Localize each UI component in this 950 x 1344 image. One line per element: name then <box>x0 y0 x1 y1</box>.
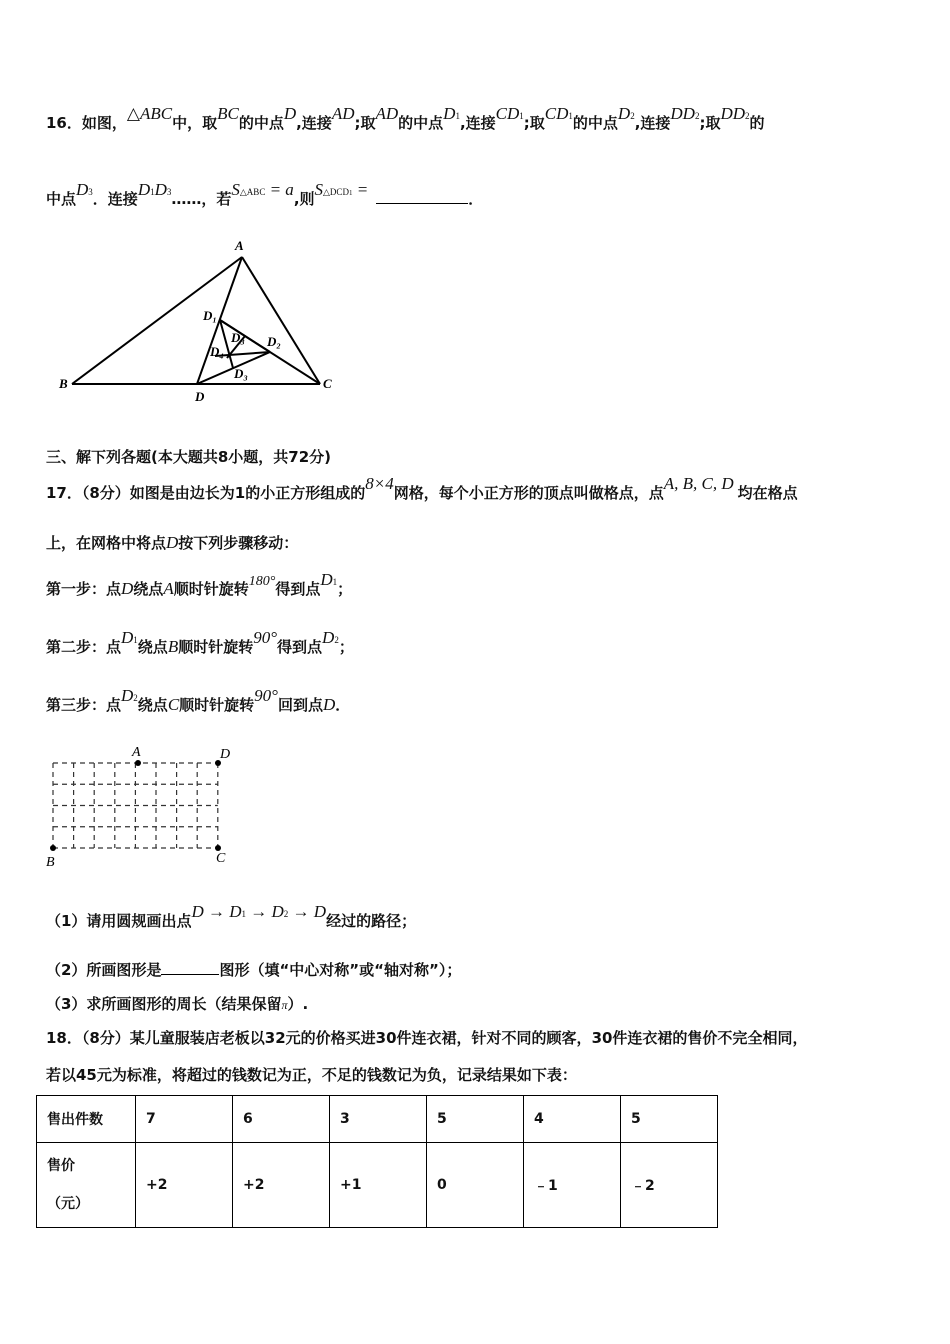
math-d1 <box>443 104 460 123</box>
math-var: DD <box>670 104 695 123</box>
table-cell: +1 <box>330 1143 427 1228</box>
q16-text: 中点 <box>46 190 77 208</box>
q17-line-2 <box>46 532 298 553</box>
grid-label-b: B <box>46 855 55 870</box>
q17-text: ； <box>337 580 353 598</box>
math-sub: 3 <box>88 187 93 197</box>
q17-step-3 <box>46 686 351 715</box>
math-sub: △ABC <box>239 187 266 197</box>
math-path <box>191 902 326 921</box>
math-var: CD <box>495 104 520 123</box>
q16-text: ;取 <box>354 114 376 132</box>
math-var: = a <box>265 180 294 199</box>
grid-figure <box>40 742 240 870</box>
math-abcd: A, B, C, D <box>663 474 734 493</box>
math-var: D <box>121 686 134 705</box>
q17-line-1 <box>46 474 798 503</box>
label-d4: D₄ <box>210 344 224 359</box>
math-sub: 1 <box>568 111 573 121</box>
grid-label-d: D <box>220 747 231 762</box>
grid-lines <box>53 763 218 848</box>
q16-text: ． <box>468 190 484 208</box>
math-cd1 <box>545 104 573 123</box>
q17-part-1 <box>46 902 417 931</box>
q17-text: 上，在网格中将点 <box>46 534 167 552</box>
math-var: D <box>137 180 151 199</box>
q17-text: 顺时针旋转 <box>179 696 255 714</box>
math-a: A <box>163 579 174 598</box>
math-dd2 <box>720 104 749 123</box>
q17-text: 第三步：点 <box>46 696 122 714</box>
triangle-figure <box>55 236 345 406</box>
grid-point-c <box>215 845 221 851</box>
sales-table <box>36 1095 718 1228</box>
q17-text: 绕点 <box>133 580 164 598</box>
math-sub: 1 <box>455 111 460 121</box>
q16-text: 的中点 <box>398 114 444 132</box>
q17-text: 绕点 <box>137 638 168 656</box>
label-a: A <box>235 238 244 253</box>
math-180: 180° <box>248 574 276 589</box>
math-dd2 <box>670 104 699 123</box>
math-var: → D <box>246 902 284 921</box>
label-d2: D₂ <box>267 334 281 349</box>
math-d1 <box>320 570 337 589</box>
math-ad: AD <box>331 104 355 123</box>
q16-text: 中，取 <box>172 114 218 132</box>
q17-text: （1）请用圆规画出点 <box>46 912 192 930</box>
math-sub: 2 <box>133 693 138 703</box>
math-s-abc <box>231 180 293 199</box>
label-b: B <box>59 376 68 391</box>
q16-line-2 <box>46 180 484 209</box>
grid-point-a <box>135 760 141 766</box>
math-sub: 1 <box>348 189 353 197</box>
q18-line-2: 若以45元为标准，将超过的钱数记为正，不足的钱数记为负，记录结果如下表： <box>46 1066 577 1084</box>
math-d3 <box>76 180 93 199</box>
q18-line-1: 18．（8分）某儿童服装店老板以32元的价格买进30件连衣裙，针对不同的顾客，30件连衣裙的售价不完全相同， <box>46 1029 808 1047</box>
table-row <box>37 1143 718 1228</box>
math-cd1 <box>496 104 524 123</box>
label-d: D <box>195 389 205 404</box>
math-var: D <box>443 104 456 123</box>
math-sub: 2 <box>283 909 289 919</box>
math-d: D <box>323 695 336 714</box>
math-sub: 2 <box>745 111 750 121</box>
math-var: D <box>76 180 89 199</box>
section-heading: 三、解下列各题(本大题共8小题，共72分) <box>46 448 332 466</box>
q16-text: ;取 <box>699 114 721 132</box>
q17-text: ）. <box>287 995 309 1013</box>
math-pi: π <box>281 998 288 1012</box>
segment-ac <box>242 257 320 384</box>
math-8x4: 8×4 <box>365 474 394 493</box>
math-sub: 1 <box>519 111 524 121</box>
table-header-cell <box>37 1143 136 1228</box>
table-header-cell: 售出件数 <box>37 1096 136 1143</box>
q17-text: 均在格点 <box>737 484 798 502</box>
table-cell: 7 <box>136 1096 233 1143</box>
q17-text: 图形（填“中心对称”或“轴对称”）； <box>219 961 462 979</box>
grid-label-c: C <box>216 851 226 866</box>
table-cell: 5 <box>621 1096 718 1143</box>
q16-text: ．连接 <box>92 190 138 208</box>
math-sub: 2 <box>630 111 635 121</box>
math-c: C <box>167 695 180 714</box>
math-var: S <box>231 180 240 199</box>
answer-blank[interactable] <box>376 203 468 204</box>
grid-point-d <box>215 760 221 766</box>
math-var: DD <box>720 104 746 123</box>
q16-text: 的 <box>749 114 765 132</box>
math-d1 <box>121 628 138 647</box>
math-ad: AD <box>375 104 399 123</box>
table-cell: 0 <box>427 1143 524 1228</box>
math-bc: BC <box>217 104 239 123</box>
price-label: 售价 <box>47 1158 75 1174</box>
q16-text: ,则 <box>293 190 315 208</box>
q17-step-2 <box>46 628 354 657</box>
math-d1d3 <box>138 180 172 199</box>
grid-label-a: A <box>132 745 141 760</box>
q17-text: 顺时针旋转 <box>178 638 254 656</box>
answer-blank[interactable] <box>161 974 219 975</box>
q17-text: （3）求所画图形的周长（结果保留 <box>46 995 282 1013</box>
q17-text: 绕点 <box>137 696 168 714</box>
label-d3: D₃ <box>234 366 248 381</box>
table-cell: 4 <box>524 1096 621 1143</box>
q16-text: ……，若 <box>171 190 232 208</box>
q16-text: ,连接 <box>296 114 332 132</box>
math-d: D <box>121 579 134 598</box>
table-cell: +2 <box>136 1143 233 1228</box>
math-sub: 1 <box>150 187 155 197</box>
math-sub: 1 <box>332 577 338 587</box>
table-cell: +2 <box>233 1143 330 1228</box>
math-var: S <box>314 180 324 199</box>
table-cell: 3 <box>330 1096 427 1143</box>
math-90: 90° <box>254 686 278 705</box>
q17-text: 按下列步骤移动： <box>178 534 299 552</box>
q17-text: ； <box>338 638 354 656</box>
math-var: D <box>320 570 333 589</box>
math-d: D <box>166 533 179 552</box>
q16-number: 16．如图， <box>46 114 127 132</box>
math-sub: 2 <box>334 635 339 645</box>
q16-text: 的中点 <box>238 114 284 132</box>
q16-text: ,连接 <box>459 114 496 132</box>
math-sub: △DCD <box>323 187 349 197</box>
q16-text: 的中点 <box>572 114 618 132</box>
q17-step-1 <box>46 570 353 599</box>
q17-text: （2）所画图形是 <box>46 961 162 979</box>
q17-part-2 <box>46 959 461 980</box>
math-d: D <box>283 104 297 123</box>
q16-text: ;取 <box>523 114 545 132</box>
label-d1: D₁ <box>203 308 217 323</box>
q17-text: ． <box>335 696 351 714</box>
math-var: D <box>154 180 167 199</box>
math-b: B <box>167 637 179 656</box>
math-sub: 1 <box>133 635 138 645</box>
q17-text: 得到点 <box>277 638 323 656</box>
math-s-dcd1 <box>315 180 369 199</box>
table-cell: ﹣2 <box>621 1143 718 1228</box>
math-var: D <box>322 628 335 647</box>
math-var: D → D <box>191 902 242 921</box>
q17-text: 得到点 <box>275 580 321 598</box>
math-d2 <box>322 628 339 647</box>
q17-text: 顺时针旋转 <box>173 580 249 598</box>
table-cell: 5 <box>427 1096 524 1143</box>
q17-text: 经过的路径； <box>326 912 417 930</box>
q17-text: 第二步：点 <box>46 638 122 656</box>
math-var: D <box>617 104 631 123</box>
table-cell: 6 <box>233 1096 330 1143</box>
math-d2 <box>121 686 138 705</box>
label-d3-inner: D₃ <box>231 330 245 345</box>
q17-text: 回到点 <box>277 696 323 714</box>
table-row <box>37 1096 718 1143</box>
math-90: 90° <box>253 628 278 647</box>
q17-text: 网格，每个小正方形的顶点叫做格点，点 <box>393 484 664 502</box>
table-cell: ﹣1 <box>524 1143 621 1228</box>
q17-text: 第一步：点 <box>46 580 122 598</box>
unit-label: （元） <box>47 1196 89 1212</box>
q16-text: ,连接 <box>634 114 671 132</box>
math-sub: 1 <box>241 909 247 919</box>
math-var: = <box>352 180 369 199</box>
q16-line-1 <box>46 104 765 133</box>
math-var: CD <box>544 104 569 123</box>
math-var: → D <box>288 902 327 921</box>
q17-text: 17．（8分）如图是由边长为1的小正方形组成的 <box>46 484 366 502</box>
q17-part-3 <box>46 993 308 1014</box>
math-sub: 3 <box>166 187 172 197</box>
grid-point-b <box>50 845 56 851</box>
math-sub: 2 <box>694 111 700 121</box>
math-d2 <box>618 104 635 123</box>
label-c: C <box>323 376 332 391</box>
math-triangle-abc: △ABC <box>126 104 173 123</box>
math-var: D <box>121 628 134 647</box>
